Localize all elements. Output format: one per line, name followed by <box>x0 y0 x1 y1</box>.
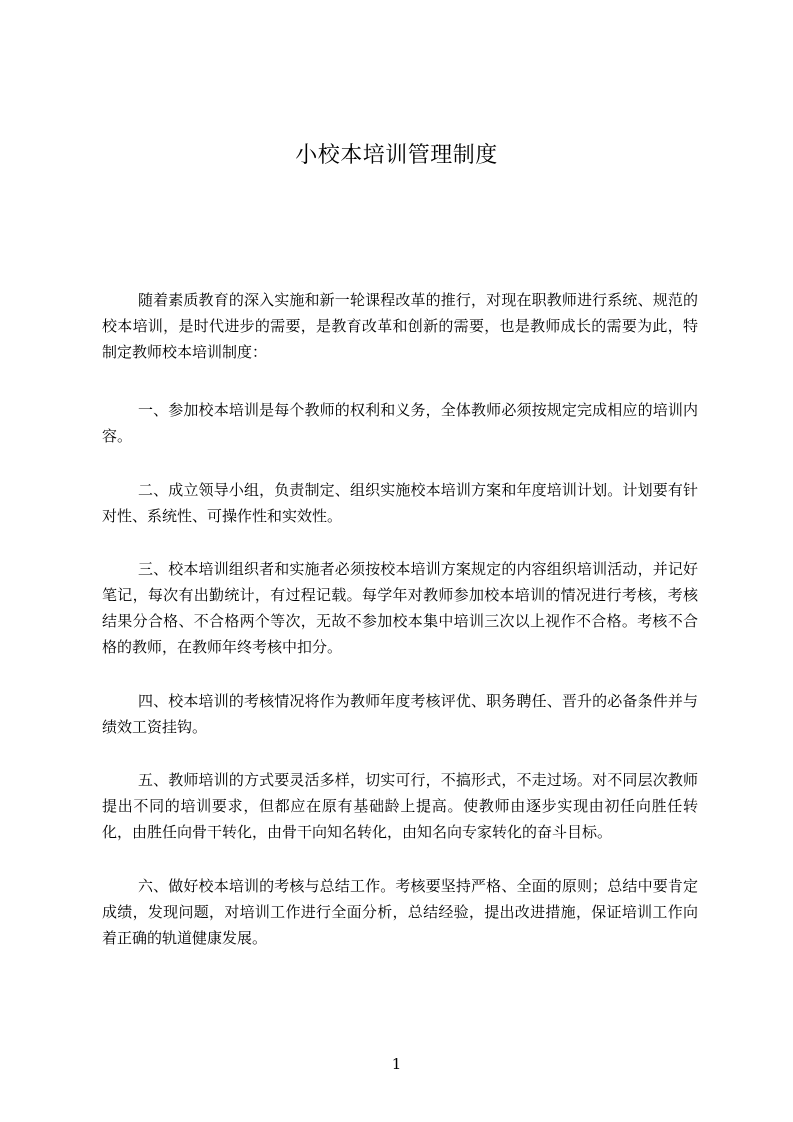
clause-3-paragraph: 三、校本培训组织者和实施者必须按校本培训方案规定的内容组织培训活动，并记好笔记，每次有出勤统计，有过程记载。每学年对教师参加校本培训的情况进行考核，考核结果分合格、不合格两个等次，无故不参加校本集中培训三次以上视作不合格。考核不合格的教师，在教师年终考核中扣分。 <box>102 560 698 656</box>
clause-1-paragraph: 一、参加校本培训是每个教师的权利和义务，全体教师必须按规定完成相应的培训内容。 <box>102 401 698 445</box>
page-number: 1 <box>391 1055 402 1073</box>
intro-paragraph: 随着素质教育的深入实施和新一轮课程改革的推行，对现在职教师进行系统、规范的校本培训，是时代进步的需要，是教育改革和创新的需要，也是教师成长的需要为此，特制定教师校本培训制度： <box>102 291 698 361</box>
document-title: 小校本培训管理制度 <box>295 143 498 168</box>
clause-6-paragraph: 六、做好校本培训的考核与总结工作。考核要坚持严格、全面的原则；总结中要肯定成绩，发现问题，对培训工作进行全面分析，总结经验，提出改进措施，保证培训工作向着正确的轨道健康发展。 <box>102 877 698 947</box>
clause-5-paragraph: 五、教师培训的方式要灵活多样，切实可行，不搞形式，不走过场。对不同层次教师提出不同的培训要求，但都应在原有基础龄上提高。使教师由逐步实现由初任向胜任转化，由胜任向骨干转化，由骨干向知名转化，由知名向专家转化的奋斗目标。 <box>102 771 698 841</box>
clause-4-paragraph: 四、校本培训的考核情况将作为教师年度考核评优、职务聘任、晋升的必备条件并与绩效工资挂钩。 <box>102 692 698 736</box>
clause-2-paragraph: 二、成立领导小组，负责制定、组织实施校本培训方案和年度培训计划。计划要有针对性、系统性、可操作性和实效性。 <box>102 481 698 525</box>
